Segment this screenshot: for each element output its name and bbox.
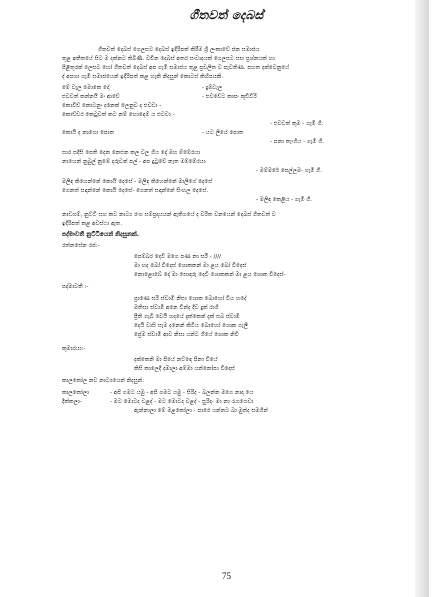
intro-line: ද් අපගා ගැමි සමාජයෙන් ඉදිරිපත් කළ හැකි නිදසුන් කොටස් කිහිපයකි. — [62, 74, 224, 80]
verse-line: කිසි කාලෙදි දමාලා අම්මා යන්නෝපා විදෙස් — [134, 366, 235, 372]
poem-line-b: - යට ලියේ පොත — [202, 130, 244, 136]
poem-line-a: සාර සදිසි පෙති දෙන නෙළුන කල වල ගිය දෝ මහ ම්මේරයා — [62, 150, 201, 156]
poem-attribution: - මම්මරේ පෙල්ලම- ගැමි ගී. — [256, 168, 322, 174]
verse-line: ප්‍රීති ගැබි වෙයි හදයේ දැක්කෙන් දැක් සබ ස්වාමී — [134, 314, 240, 320]
page-edge-shadow — [415, 0, 429, 597]
poem-line-b: - දුම්වැල — [202, 85, 223, 91]
verse-line: දෙයි වාසි සැම දනෙන් කිටිය බොහෝ ශොක ගැලී — [134, 323, 248, 329]
verse-line: මා හද බෝ විදෙස් ශොකකන් මා ළය බෝ විදෙස් — [134, 263, 247, 269]
verse-line: නොළොබේ දෝ මා සොඳරු දෙවී ශොකකන් මා ළය ශොක විදෙස්- — [134, 272, 286, 278]
verse-line: ඇන්නාලා මේ මළකෝලා - පාරෙ යන්නට බා මුත්ද සමගින් — [134, 408, 268, 414]
intro-line: පිළිතුරක් ලෙසට හෝ ගීතවත් දෙබස් අප ගැමි සමාජය තුළ ප්‍රචලිත ව පැවතිණ. පහත දක්වෙනුයේ — [62, 65, 290, 71]
poem-line-a: කොච්චර කෙටුවත් කට නම් හොඳෙම් ය එවවා - — [62, 112, 175, 118]
speaker-label: කුමාරයා:- — [62, 346, 86, 352]
poem-attribution: - මලිඳ කෙළිය - ගැමි ගී. — [256, 197, 313, 203]
verse-line: - මට මොටද වළද් - මට මොටද වළද් - සුරිද- මා නා රැගගෙවා — [110, 399, 254, 405]
speaker-label: රත්නසේන රජ:- — [62, 243, 100, 249]
intro-line: තුළ අතීතයේ සිට ම දක්නට තිබිණි. වචින දෙබස් අතර සංවාදයක් ගෙලසට සභ ප්‍රශ්නයක් හා — [62, 56, 275, 62]
section-heading: පද්මාවතී නුට්ටියෙන් නිදසුනක්. — [62, 231, 140, 238]
verse-line: - අපි ගමට යමු - අපි ගමට යමු - සිරිද - බලන්න මගෙ නාදා යෙ — [110, 390, 254, 396]
speaker-label: දික්කලා- — [62, 399, 82, 405]
poem-line-a: එවවත් කන්නයි මං ආවේ — [62, 94, 120, 100]
verse-line: ප්‍රාණෙ සරි ස්වාමි නිසා ශොක බොහෝ විය හදේ — [134, 296, 247, 302]
poem-line-a: ගෙනත් සඳාන්නේ කොයි දෙසේ- ගෙනත් සඳාන්නේ සිංහල දෙසේ. — [62, 188, 209, 194]
document-page — [24, 0, 429, 597]
page-number: 75 — [222, 571, 231, 581]
speaker-label: පද්මාවතී :- — [62, 284, 89, 290]
page-title: ගීතවත් දෙබස් — [189, 8, 264, 22]
verse-line: මතිසා ස්වාමි අනෙ වින්ද දිව දුක් රාගී — [134, 305, 219, 311]
paragraph-line: ඉදිරිපත් කළ අවස්ථා ඇත. — [62, 221, 123, 227]
verse-line: පෙම්බර දෙවී මගෙ පණ නා සරී - //// — [134, 254, 221, 260]
poem-line-a: කොවිච් කොටනුං දනෙක් ලෙනුව ද එවවා - — [62, 103, 162, 109]
poem-attribution: - පනා තැංගිය - ගැමි ගී. — [270, 139, 325, 145]
poem-line-a: මලිඳ කිහෙන්නේ කොයි දෙසේ - මලිඳ කිහෙන්නේ මාලිගේ දෙසේ — [62, 179, 213, 185]
poem-line-b: - එවවේට කාපං කුඩිවිරි — [202, 94, 257, 100]
poem-line-a: මේ වැල මොකෙ දෝ — [62, 85, 110, 91]
verse-line: ප්‍රේම ස්වාමි ආව නිසා යන්ට ගියේ ශොක නිවී — [134, 332, 239, 338]
intro-line: ගීතවත් දෙබස් ගෙලසට දෙබස් ඉදිරිපත් කිරීම ශ්‍රී ලංකාවේ ජන සමාජය — [98, 47, 260, 53]
poem-line-a: කොයි ද නාගො පොත — [62, 130, 115, 136]
speaker-label: කාලකෝලා — [62, 390, 89, 396]
paragraph-line: නාඩගම්, නුට්ටි සහ කව නාට්‍ය රංග සම්ප්‍රදායයන් ඇතිගයේ ද වරිත වනයෙන් දෙබස් ගීතවත් ව — [62, 212, 276, 218]
section-heading: කාලකෝල නව නාට්‍යයෙන් නිදසුන්: — [62, 378, 145, 384]
poem-line-a: නාහෙන් නුබුල් නුඹේ දරුවන් පල් - අප දුටුවේ නැත මම්මේරයා — [62, 159, 206, 165]
poem-attribution: - එවවත් කුම - ගැමි ගී. — [270, 121, 324, 127]
verse-line: දක්කෙනි මා පියේ නට්ඳෙ පිනා වියේ — [134, 357, 218, 363]
